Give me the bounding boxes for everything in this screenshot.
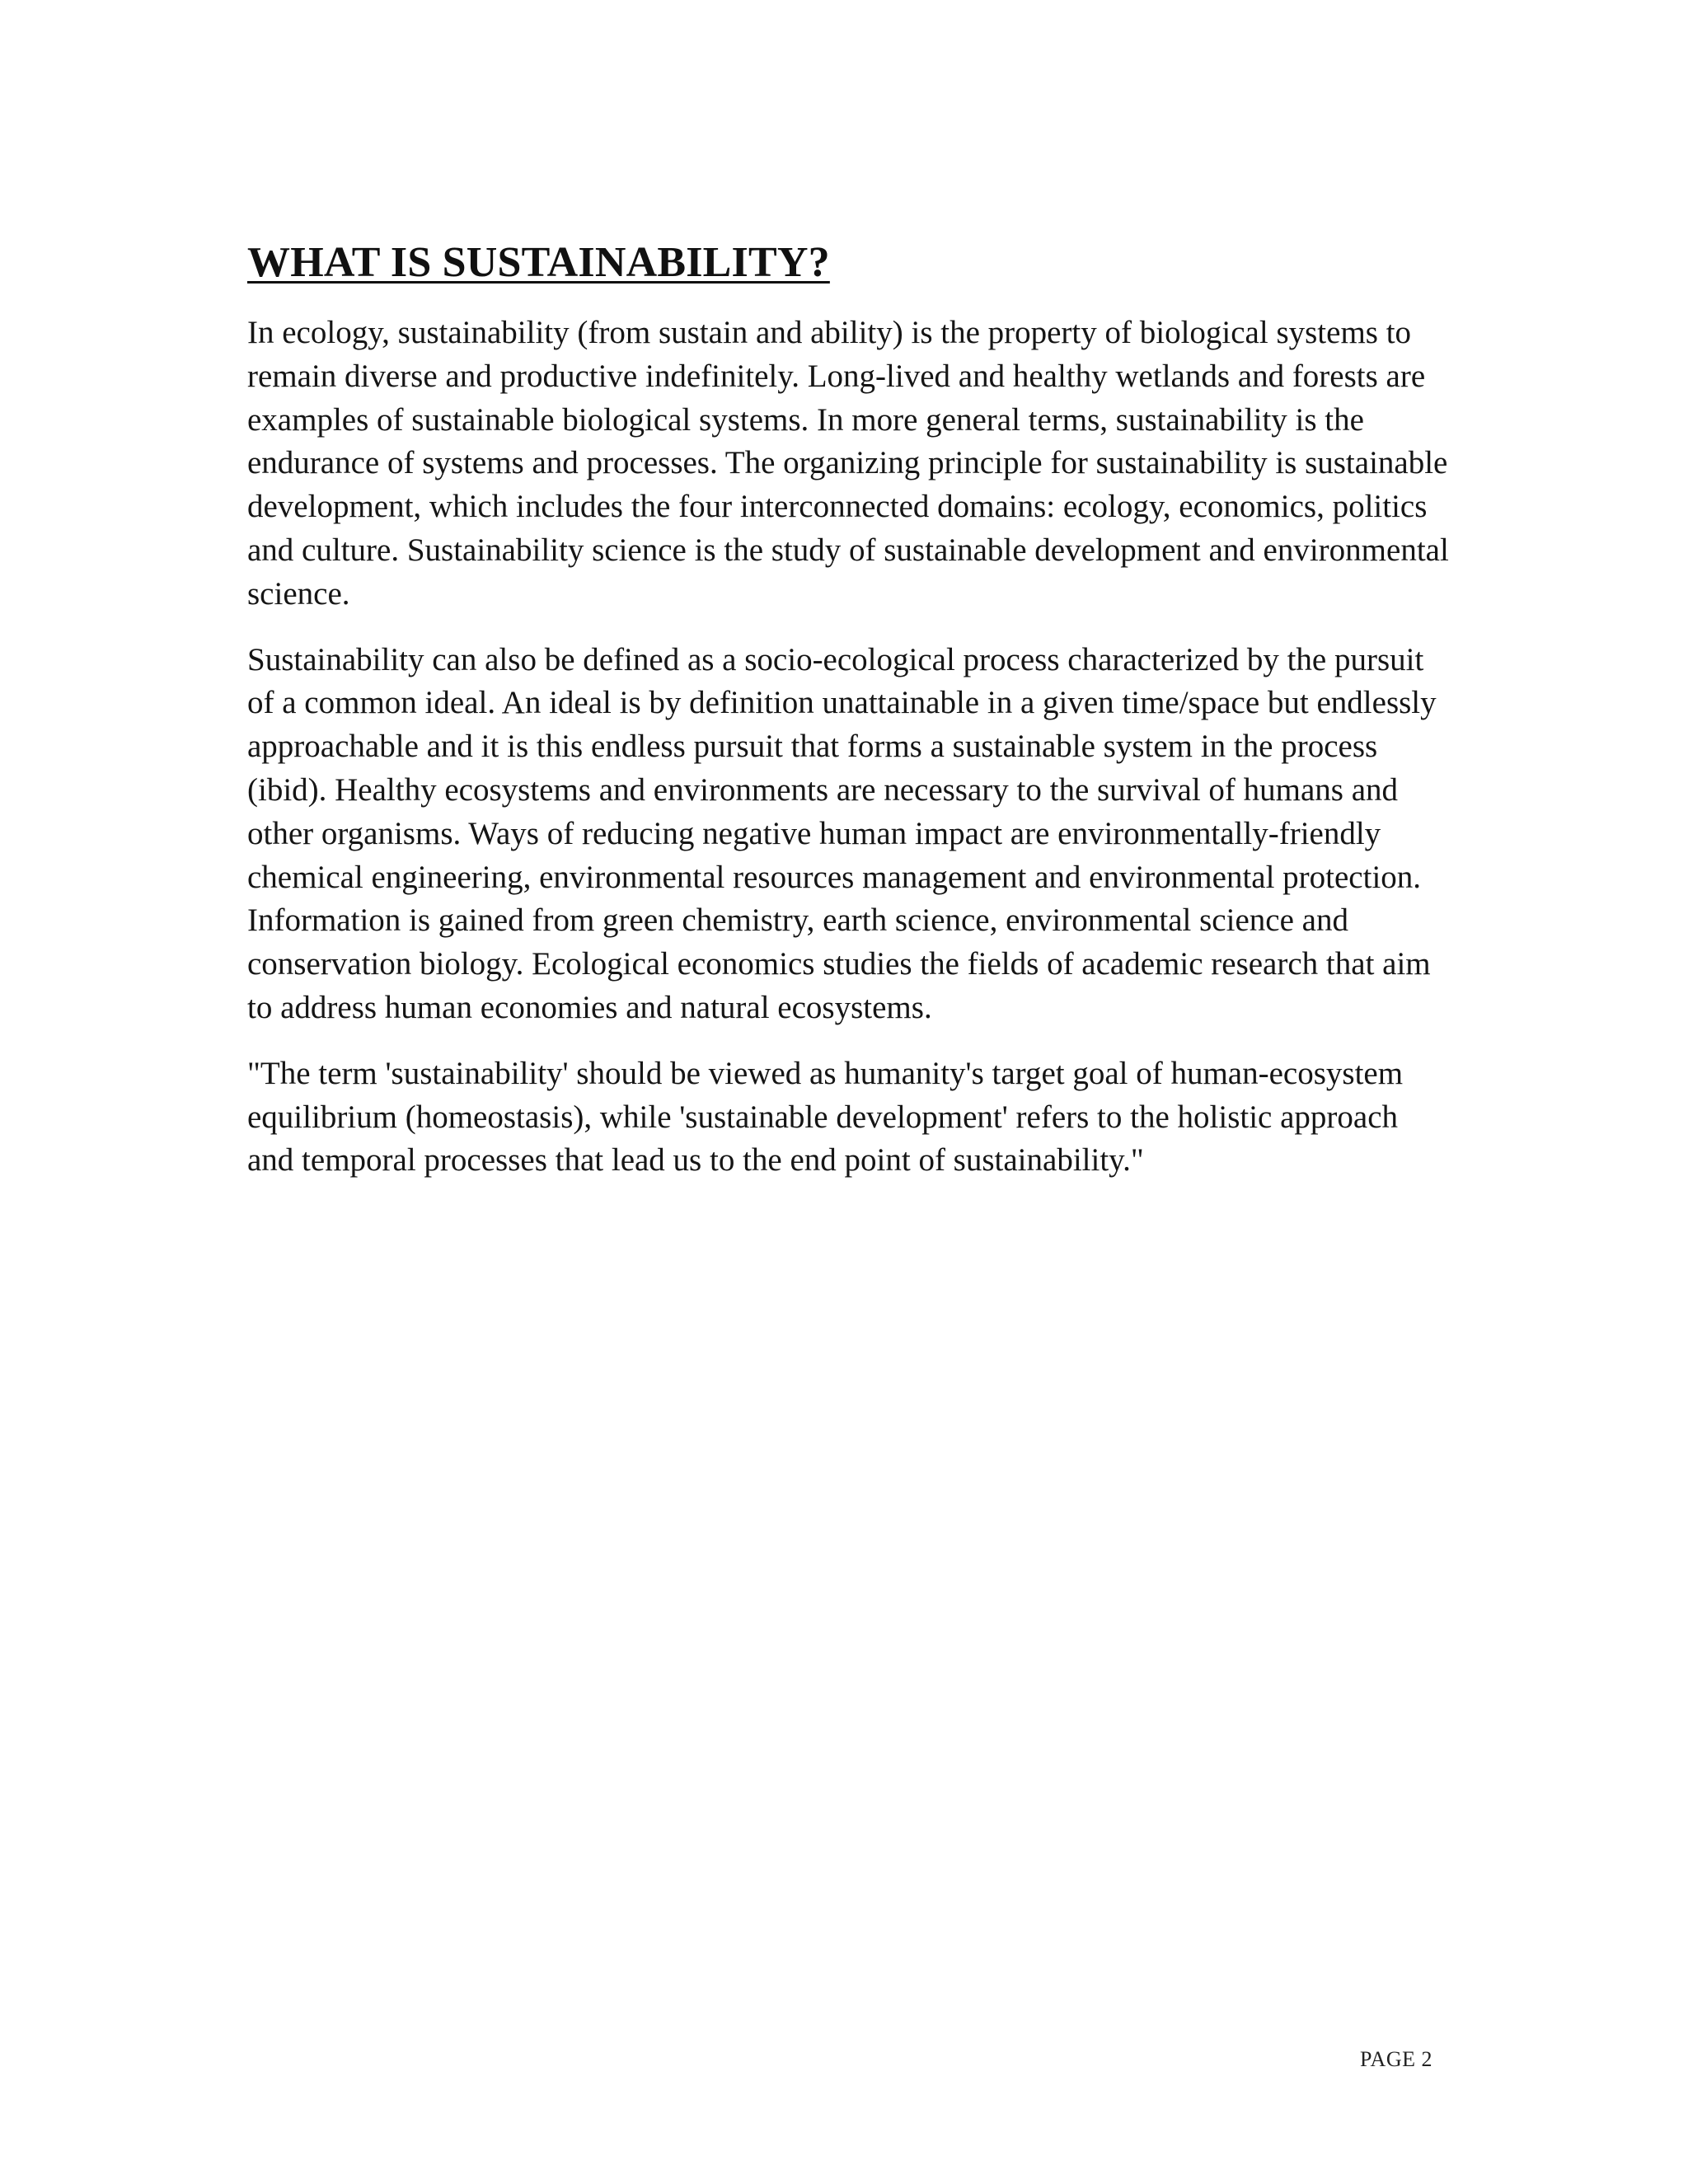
page-content [247,236,1451,1205]
page-number: PAGE 2 [1359,2047,1432,2071]
paragraph-1: In ecology, sustainability (from sustain and ability) is the property of biological systems to remain diverse and productive indefinitely. Long-lived and healthy wetlands and forests are examples of sustainable biological systems. In more general terms, sustainability is the endurance of systems and processes. The organizing principle for sustainability is sustainable development, which includes the four interconnected domains: ecology, economics, politics and culture. Sustainability science is the study of sustainable development and environmental science. [247,315,1449,612]
paragraph-3: "The term 'sustainability' should be viewed as humanity's target goal of human-ecosystem equilibrium (homeostasis), while 'sustainable development' refers to the holistic approach and temporal processes that lead us to the end point of sustainability." [247,1055,1404,1179]
paragraph-2: Sustainability can also be defined as a socio-ecological process characterized by the pursuit of a common ideal. An ideal is by definition unattainable in a given time/space but endlessly approachable and it is this endless pursuit that forms a sustainable system in the process (ibid). Healthy ecosystems and environments are necessary to the survival of humans and other organisms. Ways of reducing negative human impact are environmentally-friendly chemical engineering, environmental resources management and environmental protection. Information is gained from green chemistry, earth science, environmental science and conservation biology. Ecological economics studies the fields of academic research that aim to address human economies and natural ecosystems. [247,641,1437,1025]
page-title: WHAT IS SUSTAINABILITY? [247,239,830,286]
